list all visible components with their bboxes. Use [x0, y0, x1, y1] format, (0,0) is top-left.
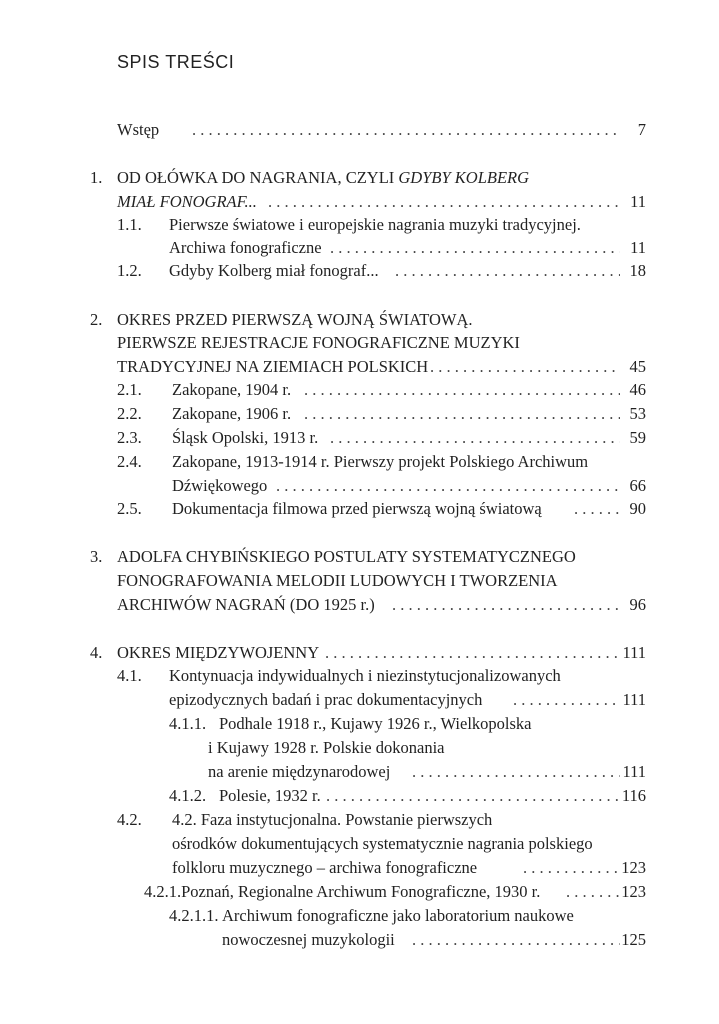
- entry-title: OD OŁÓWKA DO NAGRANIA, CZYLI GDYBY KOLBERG: [117, 168, 530, 187]
- dot-leader: [574, 497, 620, 521]
- entry-title: na arenie międzynarodowej: [208, 762, 391, 781]
- entry-number: 2.: [90, 310, 103, 329]
- dot-leader: [395, 259, 620, 283]
- toc-entry-ch2-4-cont: [0, 474, 719, 498]
- entry-page: 116: [621, 786, 646, 805]
- entry-page: 46: [629, 380, 646, 399]
- entry-number: 4.1.1.: [169, 714, 207, 733]
- entry-title-italic: GDYBY KOLBERG: [398, 168, 530, 187]
- entry-title: Kontynuacja indywidualnych i niezinstytucjonalizowanych: [169, 666, 561, 685]
- dot-leader: [412, 928, 620, 952]
- entry-number: 4.: [90, 643, 103, 662]
- dot-leader: [325, 641, 620, 665]
- entry-page: 111: [622, 643, 646, 662]
- toc-entry-ch4-1-cont: [0, 688, 719, 712]
- toc-heading: SPIS TREŚCI: [117, 52, 235, 72]
- entry-page: 11: [630, 192, 646, 211]
- entry-number: 4.2.: [117, 810, 142, 829]
- dot-leader: [268, 190, 620, 214]
- toc-entry-ch3-cont1: [0, 569, 719, 593]
- toc-entry-ch1-cont: [0, 190, 719, 214]
- entry-title: folkloru muzycznego – archiwa fonograficzne: [172, 858, 478, 877]
- entry-title: i Kujawy 1928 r. Polskie dokonania: [208, 738, 445, 757]
- dot-leader: [430, 355, 620, 379]
- dot-leader: [304, 378, 620, 402]
- entry-title: FONOGRAFOWANIA MELODII LUDOWYCH I TWORZENIA: [117, 571, 558, 590]
- entry-title: Śląsk Opolski, 1913 r.: [172, 428, 319, 447]
- toc-entry-ch4-1-1-cont2: [0, 760, 719, 784]
- toc-entry-ch4-2: [0, 808, 719, 832]
- entry-title: Zakopane, 1913-1914 r. Pierwszy projekt Polskiego Archiwum: [172, 452, 589, 471]
- toc-entry-ch4-1-2: [0, 784, 719, 808]
- entry-number: 4.1.2.: [169, 786, 207, 805]
- dot-leader: [330, 236, 620, 260]
- dot-leader: [566, 880, 620, 904]
- entry-title: OKRES MIĘDZYWOJENNY: [117, 643, 320, 662]
- entry-number: 1.: [90, 168, 103, 187]
- dot-leader: [330, 426, 620, 450]
- entry-number: 2.1.: [117, 380, 142, 399]
- dot-leader: [326, 784, 620, 808]
- toc-entry-ch4-1: [0, 664, 719, 688]
- entry-title: Archiwa fonograficzne: [169, 238, 322, 257]
- entry-page: 45: [629, 357, 646, 376]
- entry-title: epizodycznych badań i prac dokumentacyjnych: [169, 690, 483, 709]
- entry-number: 2.4.: [117, 452, 142, 471]
- entry-title: 4.2.1.Poznań, Regionalne Archiwum Fonograficzne, 1930 r.: [144, 882, 541, 901]
- entry-page: 96: [629, 595, 646, 614]
- entry-number: 1.1.: [117, 215, 142, 234]
- entry-page: 59: [629, 428, 646, 447]
- dot-leader: [276, 474, 620, 498]
- entry-page: 111: [622, 690, 646, 709]
- entry-title: ADOLFA CHYBIŃSKIEGO POSTULATY SYSTEMATYCZNEGO: [117, 547, 576, 566]
- entry-title: Archiwum fonograficzne jako laboratorium naukowe: [222, 906, 574, 925]
- entry-title: nowoczesnej muzykologii: [222, 930, 395, 949]
- toc-entry-ch1-2: [0, 259, 719, 283]
- entry-title: Zakopane, 1904 r.: [172, 380, 292, 399]
- dot-leader: [192, 118, 620, 142]
- entry-title: Wstęp: [117, 120, 160, 139]
- toc-entry-ch1: [0, 166, 719, 190]
- entry-title: Dźwiękowego: [172, 476, 268, 495]
- dot-leader: [392, 593, 620, 617]
- entry-title: TRADYCYJNEJ NA ZIEMIACH POLSKICH: [117, 357, 429, 376]
- toc-entry-ch2: [0, 308, 719, 332]
- toc-entry-ch4-2-cont1: [0, 832, 719, 856]
- dot-leader: [523, 856, 620, 880]
- entry-page: 53: [629, 404, 646, 423]
- toc-entry-wstep: [0, 118, 719, 142]
- entry-number: 3.: [90, 547, 103, 566]
- toc-entry-ch4-2-cont2: [0, 856, 719, 880]
- entry-title-italic: MIAŁ FONOGRAF...: [117, 192, 257, 211]
- entry-number: 2.5.: [117, 499, 142, 518]
- entry-page: 123: [621, 858, 646, 877]
- entry-page: 66: [629, 476, 646, 495]
- entry-page: 90: [629, 499, 646, 518]
- toc-entry-ch2-5: [0, 497, 719, 521]
- entry-number: 1.2.: [117, 261, 142, 280]
- toc-entry-ch4-2-1-1-cont: [0, 928, 719, 952]
- entry-page: 18: [629, 261, 646, 280]
- entry-title: 4.2. Faza instytucjonalna. Powstanie pierwszych: [172, 810, 493, 829]
- entry-title: Polesie, 1932 r.: [219, 786, 321, 805]
- entry-title: OKRES PRZED PIERWSZĄ WOJNĄ ŚWIATOWĄ.: [117, 310, 473, 329]
- entry-title: Podhale 1918 r., Kujawy 1926 r., Wielkopolska: [219, 714, 532, 733]
- entry-number: 4.1.: [117, 666, 142, 685]
- entry-title: Dokumentacja filmowa przed pierwszą wojną światową: [172, 499, 542, 518]
- toc-entry-ch4-1-1-cont1: [0, 736, 719, 760]
- entry-page: 125: [621, 930, 646, 949]
- entry-title: ARCHIWÓW NAGRAŃ (DO 1925 r.): [117, 595, 375, 614]
- dot-leader: [513, 688, 620, 712]
- toc-entry-ch2-cont1: [0, 331, 719, 355]
- entry-number: 2.3.: [117, 428, 142, 447]
- toc-entry-ch4-1-1: [0, 712, 719, 736]
- toc-entry-ch2-1: [0, 378, 719, 402]
- entry-title: Pierwsze światowe i europejskie nagrania muzyki tradycyjnej.: [169, 215, 581, 234]
- toc-entry-ch4-2-1-1: [0, 904, 719, 928]
- toc-entry-ch2-2: [0, 402, 719, 426]
- toc-entry-ch3: [0, 545, 719, 569]
- toc-entry-ch3-cont2: [0, 593, 719, 617]
- entry-page: 123: [621, 882, 646, 901]
- toc-entry-ch4: [0, 641, 719, 665]
- entry-page: 7: [637, 120, 646, 139]
- toc-entry-ch1-1-cont: [0, 236, 719, 260]
- entry-title: ośrodków dokumentujących systematycznie nagrania polskiego: [172, 834, 593, 853]
- entry-number: 4.2.1.1.: [169, 906, 219, 925]
- entry-page: 11: [630, 238, 646, 257]
- entry-title: PIERWSZE REJESTRACJE FONOGRAFICZNE MUZYKI: [117, 333, 520, 352]
- dot-leader: [412, 760, 620, 784]
- entry-title: Zakopane, 1906 r.: [172, 404, 292, 423]
- toc-entry-ch2-3: [0, 426, 719, 450]
- toc-entry-ch4-2-1: [0, 880, 719, 904]
- entry-page: 111: [622, 762, 646, 781]
- entry-title: Gdyby Kolberg miał fonograf...: [169, 261, 379, 280]
- entry-number: 2.2.: [117, 404, 142, 423]
- toc-entry-ch2-cont2: [0, 355, 719, 379]
- toc-entry-ch2-4: [0, 450, 719, 474]
- toc-entry-ch1-1: [0, 213, 719, 237]
- dot-leader: [304, 402, 620, 426]
